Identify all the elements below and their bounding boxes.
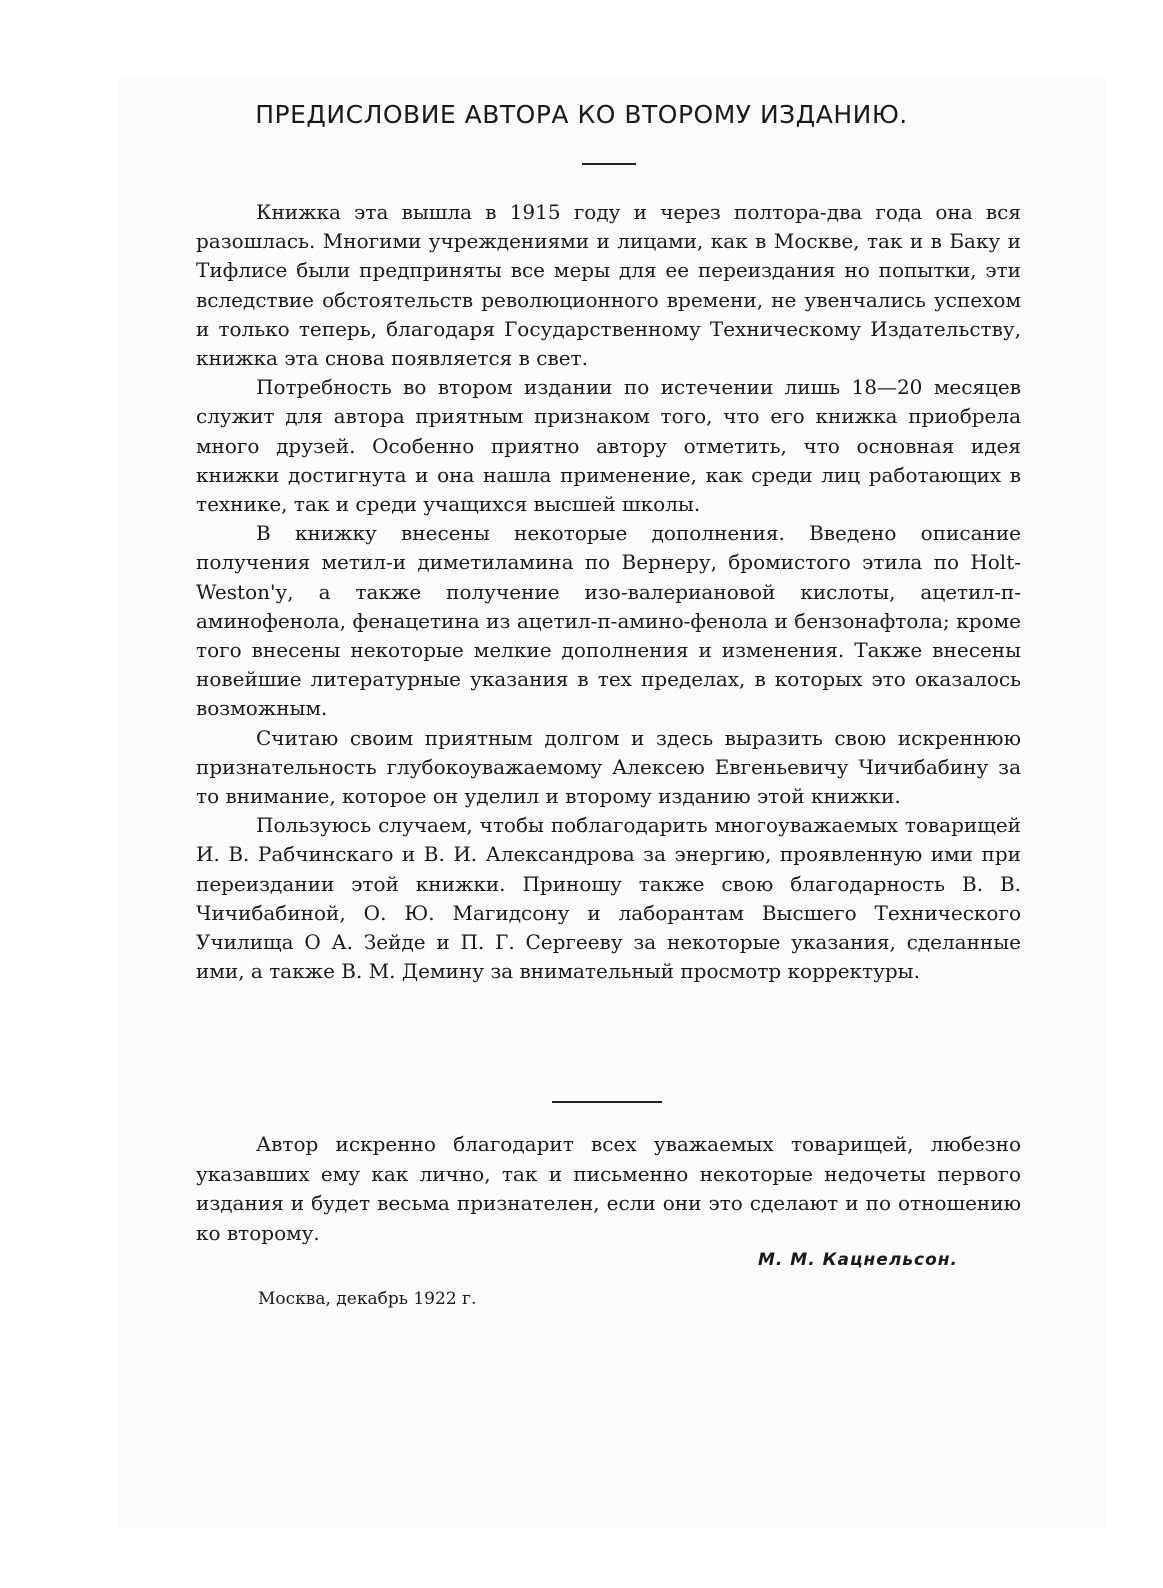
paragraph-2: Потребность во втором издании по истечении лишь 18—20 месяцев служит для автора приятным признаком того, что его книжка приобрела много друзей. Особенно приятно автору отметить, что основная идея книжки достигнута и она нашла применение, как среди лиц работающих в технике, так и среди учащихся высшей школы. bbox=[196, 375, 1021, 517]
paragraph-5: Пользуюсь случаем, чтобы поблагодарить многоуважаемых товарищей И. В. Рабчинскаго и В. И. Александрова за энергию, проявленную ими при переиздании этой книжки. Приношу также свою благодарность В. В. Чичибабиной, О. Ю. Магидсону и лаборантам Высшего Технического Училища О А. Зейде и П. Г. Сергееву за некоторые указания, сделанные ими, а также В. М. Демину за внимательный просмотр корректуры. bbox=[196, 813, 1021, 984]
title-divider bbox=[582, 163, 636, 165]
paragraph-1: Книжка эта вышла в 1915 году и через полтора-два года она вся разошлась. Многими учреждениями и лицами, как в Москве, так и в Баку и Тифлисе были предприняты все меры для ее переиздания но попытки, эти вследствие обстоятельств революционного времени, не увенчались успехом и только теперь, благодаря Государственному Техническому Издательству, книжка эта снова появляется в свет. bbox=[196, 200, 1021, 371]
author-signature: М. М. Кацнельсон. bbox=[758, 1250, 958, 1270]
place-date: Москва, декабрь 1922 г. bbox=[258, 1289, 477, 1309]
thanks-paragraph: Автор искренно благодарит всех уважаемых товарищей, любезно указавших ему как лично, так и письменно некоторые недочеты первого издания и будет весьма признателен, если они это сделают и по отношению ко второму. bbox=[196, 1132, 1021, 1245]
page-title: ПРЕДИСЛОВИЕ АВТОРА КО ВТОРОМУ ИЗДАНИЮ. bbox=[255, 100, 908, 129]
thanks-section bbox=[196, 1130, 1021, 1248]
paragraph-3: В книжку внесены некоторые дополнения. Введено описание получения метил-и диметиламина по Вернеру, бромистого этила по Holt-Weston'у, а также получение изо-валериановой кислоты, ацетил-п-аминофенола, фенацетина из ацетил-п-амино-фенола и бензонафтола; кроме того внесены некоторые мелкие дополнения и изменения. Также внесены новейшие литературные указания в тех пределах, в которых это оказалось возможным. bbox=[196, 521, 1021, 721]
section-divider bbox=[552, 1101, 662, 1103]
preface-body bbox=[196, 198, 1021, 986]
paragraph-4: Считаю своим приятным долгом и здесь выразить свою искреннюю признательность глубокоуважаемому Алексею Евгеньевичу Чичибабину за то внимание, которое он уделил и второму изданию этой книжки. bbox=[196, 725, 1021, 809]
